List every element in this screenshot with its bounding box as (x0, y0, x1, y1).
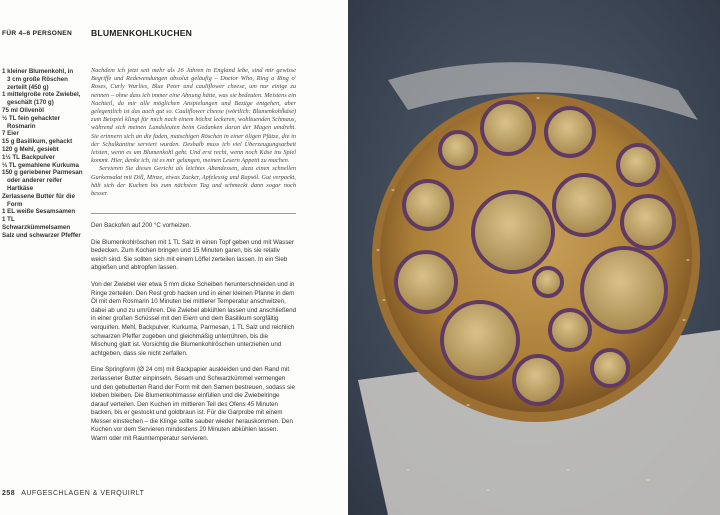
page-number: 258 (2, 490, 16, 497)
ingredient-item: 120 g Mehl, gesiebt (2, 145, 59, 153)
ingredient-item: ⅓ TL gemahlene Kurkuma (2, 161, 79, 169)
section-divider (91, 213, 296, 214)
onion-ring (440, 132, 476, 168)
photo-illustration (348, 0, 720, 515)
page-footer (2, 490, 144, 497)
ingredient-item: 1½ TL Backpulver (2, 153, 55, 161)
ingredient-item: 1 EL weiße Sesamsamen (2, 208, 76, 216)
ingredient-item: 1 mittelgroße rote Zwiebel, geschält (170 g) (2, 91, 81, 107)
onion-ring (582, 248, 666, 332)
ingredient-item: Salz und schwarzer Pfeffer (2, 231, 81, 239)
onion-ring (592, 350, 628, 386)
method-step: Von der Zwiebel vier etwa 5 mm dicke Scheiben herunterschneiden und in Ringe zerteilen. Den Rest grob hacken und in einer kleinen Pfanne in dem Öl mit dem Rosmarin 10 Minuten bei mittlerer Temperatur anschwitzen, dabei ab und zu umrühren. Die Zwiebel abkühlen lassen und anschließend in einer großen Schüssel mit den Eiern und dem Basilikum sorgfältig verquirlen. Mehl, Backpulver, Kurkuma, Parmesan, 1 TL Salz und reichlich schwarzen Pfeffer zugeben und gleichmäßig unterrühren, bis die Mischung glatt ist. Vorsichtig die Blumenkohlröschen unterziehen und achtgeben, dass sie nicht zerfallen. (91, 280, 297, 357)
onion-ring (442, 302, 518, 378)
ingredient-list (2, 68, 84, 240)
onion-ring (482, 102, 534, 154)
onion-ring (554, 175, 614, 235)
method-step: Den Backofen auf 200 °C vorheizen. (91, 222, 192, 229)
cauliflower-cake-photo (348, 0, 720, 515)
intro-paragraph: Nachdem ich jetzt seit mehr als 16 Jahren in England lebe, sind mir gewisse Begriffe und Redewendungen absolut geläufig – Doctor Who, Ring a Ring o' Roses, Curly Wurlies, Blue Peter und cauliflower cheese, um nur einige zu nennen – ohne dass ich immer eine Ahnung hätte, was sie bedeuten. Meistens ein Nachteil, da mir alle möglichen Anspielungen und Bezüge entgehen, aber gelegentlich ist das auch gut so. Cauliflower cheese (wörtlich: Blumenkohlkäse) zum Beispiel klingt für mich nach einem höchst leckeren, wohltuenden Schmaus, während sich meinen Landsleuten beim Gedanken daran der Magen umdreht. Sie erinnern sich an die faden, matschigen Röschen in einer öligen Pfütze, die in der Schulkantine serviert wurden. Deshalb muss ich viel Überzeugungsarbeit leisten, wenn es um Blumenkohl geht. Und erst recht, wenn noch Käse ins Spiel kommt. Hier, denke ich, ist es mir gelungen, meinen Lesern Appetit zu machen. (91, 67, 296, 165)
onion-ring (404, 181, 452, 229)
intro-paragraph: Servieren Sie dieses Gericht als leichtes Abendessen, dazu einen schnellen Gurkensalat mit Dill, Minze, etwas Zucker, Apfelessig und Rapsöl. Gut verpackt, hält sich der Kuchen bis zum nächsten Tag und schmeckt dann sogar noch besser. (91, 165, 296, 198)
servings-label: FÜR 4–6 PERSONEN (2, 30, 73, 37)
onion-ring (514, 356, 562, 404)
method-step: Die Blumenkohlröschen mit 1 TL Salz in einen Topf geben und mit Wasser bedecken. Zum Kochen bringen und 15 Minuten garen, bis sie relativ weich sind. Sie sollten sich mit einem Löffel zerteilen lassen. In ein Sieb abgießen und abtropfen lassen. (91, 238, 294, 272)
ingredient-item: Zerlassene Butter für die Form (2, 192, 75, 208)
onion-ring (396, 252, 456, 312)
method-steps (91, 222, 296, 452)
ingredient-item: 1 kleiner Blumenkohl, in 3 cm große Röschen zerteilt (450 g) (2, 68, 74, 91)
onion-ring (534, 268, 562, 296)
ingredient-item: 75 ml Olivenöl (2, 106, 44, 114)
onion-ring (550, 310, 590, 350)
ingredient-item: 150 g geriebener Parmesan oder anderer reifer Hartkäse (2, 169, 83, 192)
method-step: Eine Springform (Ø 24 cm) mit Backpapier auskleiden und den Rand mit zerlassener Butter einpinseln. Sesam und Schwarzkümmel vermengen und den gebutterten Rand der Form mit den Samen bestreuen, sodass sie kleben bleiben. Die Blumenkohlmasse einfüllen und die Zwiebelringe darauf verteilen. Den Kuchen im mittleren Teil des Ofens 45 Minuten backen, bis er gestockt und goldbraun ist. Für die Garprobe mit einem Messer einstechen – die Klinge sollte sauber wieder herauskommen. Den Kuchen vor dem Servieren mindestens 20 Minuten abkühlen lassen. Warm oder mit Raumtemperatur servieren. (91, 366, 295, 443)
recipe-title: BLUMENKOHLKUCHEN (91, 28, 193, 38)
ingredient-item: ½ TL fein gehackter Rosmarin (2, 114, 60, 130)
ingredient-item: 7 Eier (2, 130, 19, 138)
ingredient-item: 15 g Basilikum, gehackt (2, 138, 73, 146)
onion-ring (622, 196, 674, 248)
onion-ring (618, 145, 658, 185)
onion-ring (546, 108, 594, 156)
ingredient-item: 1 TL Schwarzkümmelsamen (2, 216, 71, 231)
chapter-name: AUFGESCHLAGEN & VERQUIRLT (21, 490, 145, 497)
recipe-intro (91, 67, 296, 198)
onion-ring (473, 192, 553, 272)
recipe-page (0, 0, 348, 515)
